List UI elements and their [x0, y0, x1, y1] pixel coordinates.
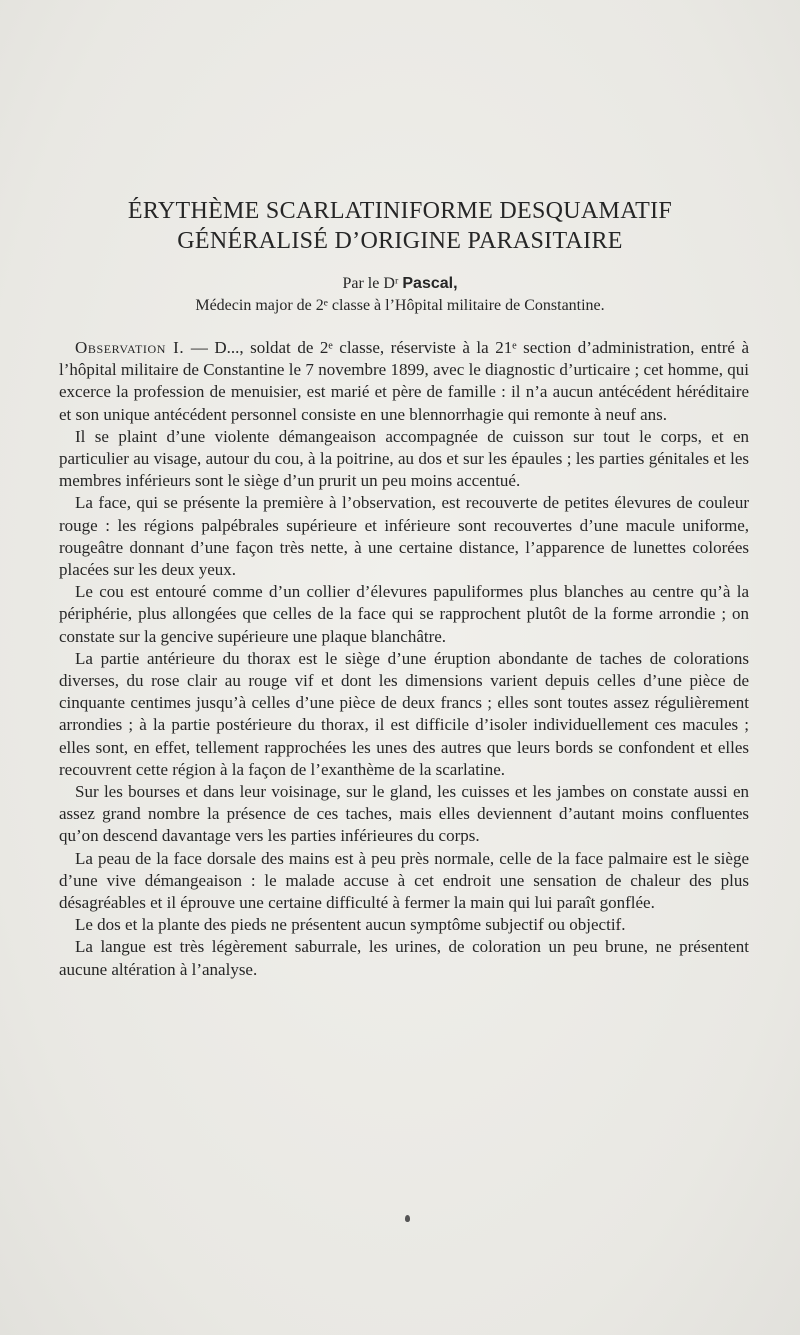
paragraph: La partie antérieure du thorax est le siège d’une éruption abondante de taches de colorations diverses, du rose clair au rouge vif et dont les dimensions varient depuis celles d’une pièce de cinquante centimes jusqu’à celles d’une pièce de deux francs ; elles sont toutes assez régulièrement arrondies ; à la partie postérieure du thorax, il est difficile d’isoler individuellement ces macules ; elles sont, en effet, tellement rapprochées les unes des autres que leurs bords se confondent et elles recouvrent cette région à la façon de l’exanthème de la scarlatine. [59, 648, 749, 779]
paragraph: La peau de la face dorsale des mains est à peu près normale, celle de la face palmaire est le siège d’une vive démangeaison : le malade accuse à cet endroit une sensation de chaleur des plus désagréables et il éprouve une certaine difficulté à fermer la main qui lui paraît gonflée. [59, 848, 749, 913]
paragraph: La langue est très légèrement saburrale, les urines, de coloration un peu brune, ne présentent aucune altération à l’analyse. [59, 937, 749, 979]
observation-heading: Observation I. [75, 338, 185, 357]
article-title: ÉRYTHÈME SCARLATINIFORME DESQUAMATIF GÉNÉRALISÉ D’ORIGINE PARASITAIRE [127, 198, 673, 254]
ink-spot [405, 1215, 410, 1222]
author-prefix: Par le Dʳ [342, 275, 399, 292]
paragraph-text: — D..., soldat de 2ᵉ classe, réserviste à la 21ᵉ section d’administration, entré à l’hôpital militaire de Constantine le 7 novembre 1899, avec le diagnostic d’urticaire ; cet homme, qui excerce la profession de menuisier, est marié et père de famille : il n’a aucun antécédent héréditaire et son unique antécédent personnel consiste en une blennorrhagie qui remonte à neuf ans. [59, 338, 749, 424]
paragraph: Il se plaint d’une violente démangeaison accompagnée de cuisson sur tout le corps, et en particulier au visage, autour du cou, à la poitrine, au dos et sur les épaules ; les parties génitales et les membres inférieurs sont le siège d’un prurit un peu moins accentué. [59, 426, 749, 491]
article-body [59, 337, 749, 981]
author-line [0, 274, 800, 294]
paragraph: Le dos et la plante des pieds ne présentent aucun symptôme subjectif ou objectif. [75, 915, 626, 935]
paragraph [59, 337, 749, 426]
author-affiliation: Médecin major de 2ᵉ classe à l’Hôpital militaire de Constantine. [195, 297, 605, 314]
paragraph: Sur les bourses et dans leur voisinage, sur le gland, les cuisses et les jambes on constate aussi en assez grand nombre la présence de ces taches, mais elles deviennent d’autant moins confluentes qu’on descend davantage vers les parties inférieures du corps. [59, 782, 749, 846]
paragraph: Le cou est entouré comme d’un collier d’élevures papuliformes plus blanches au centre qu’à la périphérie, plus allongées que celles de la face qui se rapprochent plutôt de la forme arrondie ; on constate sur la gencive supérieure une plaque blanchâtre. [59, 582, 749, 646]
author-name: Pascal, [402, 275, 458, 292]
paragraph: La face, qui se présente la première à l’observation, est recouverte de petites élevures de couleur rouge : les régions palpébrales supérieure et inférieure sont recouvertes d’une macule uniforme, rougeâtre donnant d’une façon très nette, à une certaine distance, l’apparence de lunettes colorées placées sur les deux yeux. [59, 493, 749, 580]
